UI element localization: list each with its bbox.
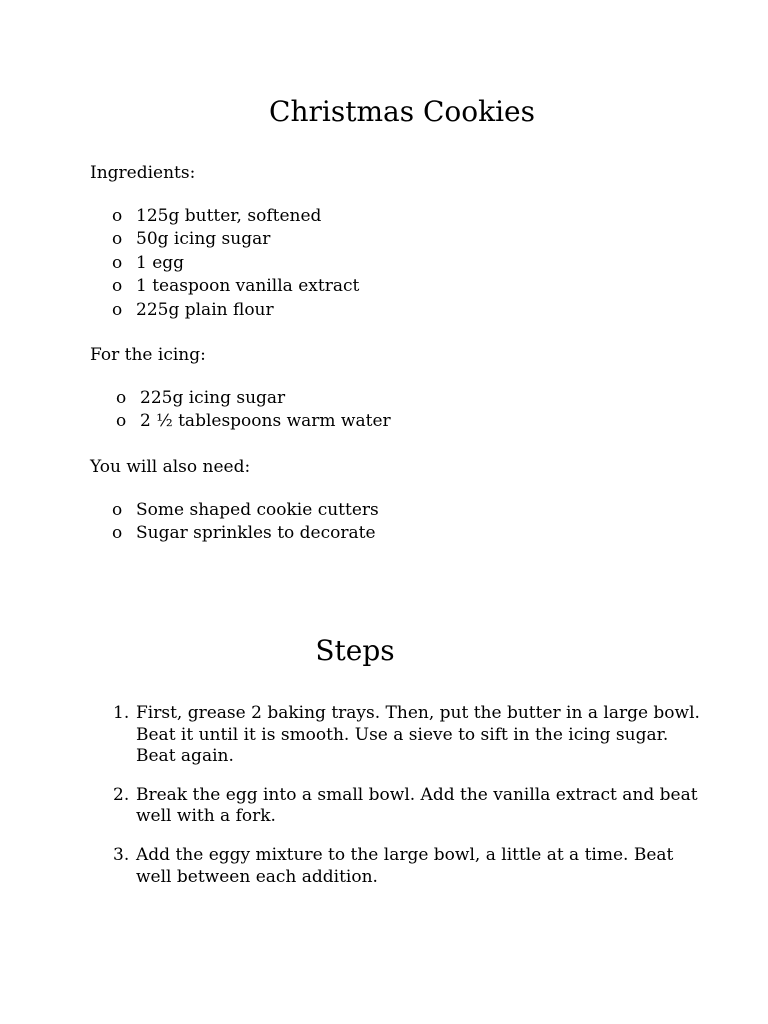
step-item bbox=[90, 703, 710, 768]
ingredients-label: Ingredients: bbox=[90, 163, 196, 183]
bullet-marker: o bbox=[116, 411, 127, 432]
bullet-marker: o bbox=[112, 523, 123, 544]
bullet-marker: o bbox=[116, 388, 127, 408]
icing-text: 2 ½ tablespoons warm water bbox=[140, 411, 391, 432]
ingredient-text: 125g butter, softened bbox=[136, 206, 322, 226]
ingredient-text: 1 teaspoon vanilla extract bbox=[136, 276, 360, 297]
step-text: Break the egg into a small bowl. Add the vanilla extract and beat well with a fork. bbox=[136, 784, 698, 827]
icing-label: For the icing: bbox=[90, 345, 206, 365]
step-item bbox=[90, 785, 710, 828]
extra-text: Some shaped cookie cutters bbox=[136, 500, 379, 520]
step-number: 2. bbox=[113, 784, 130, 805]
step-text: First, grease 2 baking trays. Then, put the butter in a large bowl. Beat it until it is smooth. Use a sieve to sift in the icing sugar. Beat again. bbox=[136, 703, 700, 767]
icing-text: 225g icing sugar bbox=[140, 388, 286, 408]
step-number: 1. bbox=[113, 703, 130, 723]
step-item bbox=[90, 845, 710, 888]
ingredient-text: 225g plain flour bbox=[136, 299, 274, 320]
recipe-title: Christmas Cookies bbox=[269, 95, 535, 128]
bullet-marker: o bbox=[112, 229, 123, 250]
step-text: Add the eggy mixture to the large bowl, a little at a time. Beat well between each addition. bbox=[136, 844, 674, 887]
bullet-marker: o bbox=[112, 206, 123, 226]
extras-label: You will also need: bbox=[90, 457, 251, 477]
bullet-marker: o bbox=[112, 500, 123, 520]
bullet-marker: o bbox=[112, 299, 123, 320]
step-number: 3. bbox=[113, 844, 130, 865]
bullet-marker: o bbox=[112, 276, 123, 297]
ingredient-text: 1 egg bbox=[136, 252, 185, 273]
extra-text: Sugar sprinkles to decorate bbox=[136, 523, 376, 544]
ingredient-text: 50g icing sugar bbox=[136, 229, 271, 250]
steps-title: Steps bbox=[315, 634, 395, 667]
steps-list bbox=[90, 703, 710, 905]
bullet-marker: o bbox=[112, 252, 123, 273]
